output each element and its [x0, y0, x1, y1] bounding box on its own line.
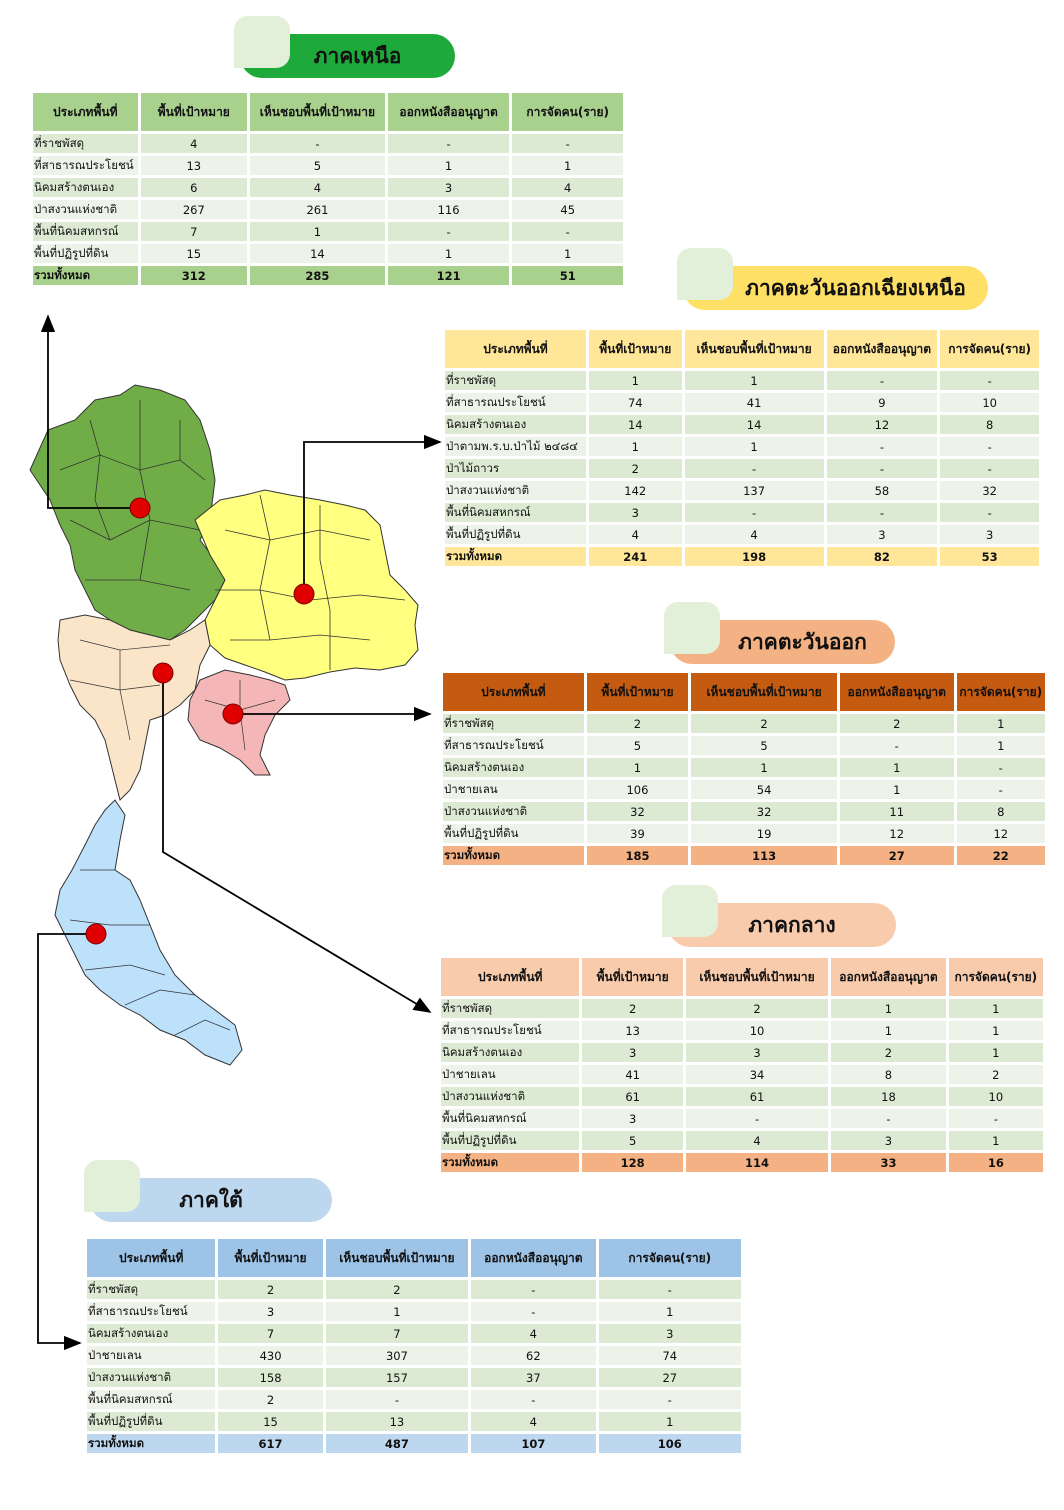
- total-value: 22: [957, 846, 1045, 865]
- table-row: [443, 714, 1045, 733]
- column-header: ประเภทพื้นที่: [445, 330, 586, 368]
- cell-value: 3: [589, 503, 682, 522]
- cell-value: 261: [250, 200, 385, 219]
- table-row: [445, 481, 1039, 500]
- table-row: [443, 780, 1045, 799]
- table-row: [87, 1390, 741, 1409]
- cell-value: 1: [599, 1412, 741, 1431]
- total-label: รวมทั้งหมด: [441, 1153, 579, 1172]
- table-row: [33, 134, 623, 153]
- row-label: ป่าสงวนแห่งชาติ: [441, 1087, 579, 1106]
- cell-value: 9: [827, 393, 938, 412]
- cell-value: -: [471, 1302, 595, 1321]
- title-northeast: ภาคตะวันออกเฉียงเหนือ: [745, 274, 966, 300]
- cell-value: 11: [840, 802, 954, 821]
- cell-value: -: [599, 1280, 741, 1299]
- table-row: [441, 1043, 1043, 1062]
- cell-value: 1: [957, 714, 1045, 733]
- row-label: ป่าไม้ถาวร: [445, 459, 586, 478]
- cell-value: 13: [582, 1021, 682, 1040]
- cell-value: 32: [587, 802, 689, 821]
- total-row: [441, 1153, 1043, 1172]
- cell-value: 3: [388, 178, 510, 197]
- total-value: 198: [685, 547, 824, 566]
- total-value: 51: [512, 266, 623, 285]
- cell-value: 157: [326, 1368, 468, 1387]
- cell-value: 14: [589, 415, 682, 434]
- banner-northeast: [683, 266, 988, 310]
- row-label: ที่สาธารณประโยชน์: [441, 1021, 579, 1040]
- cell-value: -: [685, 459, 824, 478]
- table-row: [87, 1302, 741, 1321]
- table-row: [443, 802, 1045, 821]
- table-row: [33, 222, 623, 241]
- total-value: 107: [471, 1434, 595, 1453]
- cell-value: 1: [685, 371, 824, 390]
- title-east: ภาคตะวันออก: [738, 628, 867, 654]
- row-label: ป่าสงวนแห่งชาติ: [33, 200, 138, 219]
- cell-value: 3: [218, 1302, 322, 1321]
- column-header: พื้นที่เป้าหมาย: [218, 1239, 322, 1277]
- cell-value: 74: [599, 1346, 741, 1365]
- row-label: นิคมสร้างตนเอง: [443, 758, 584, 777]
- cell-value: 106: [587, 780, 689, 799]
- cell-value: 14: [250, 244, 385, 263]
- cell-value: -: [940, 371, 1039, 390]
- total-value: 285: [250, 266, 385, 285]
- table-row: [445, 437, 1039, 456]
- cell-value: 15: [218, 1412, 322, 1431]
- cell-value: 2: [840, 714, 954, 733]
- cell-value: 8: [957, 802, 1045, 821]
- cell-value: 1: [599, 1302, 741, 1321]
- cell-value: -: [685, 503, 824, 522]
- cell-value: 2: [691, 714, 837, 733]
- marker-south: [86, 924, 106, 944]
- total-value: 312: [141, 266, 248, 285]
- row-label: ที่สาธารณประโยชน์: [445, 393, 586, 412]
- table-north: [30, 90, 626, 288]
- table-row: [33, 156, 623, 175]
- row-label: ที่ราชพัสดุ: [443, 714, 584, 733]
- total-value: 106: [599, 1434, 741, 1453]
- table-northeast: [442, 327, 1042, 569]
- column-header: ออกหนังสืออนุญาต: [827, 330, 938, 368]
- row-label: พื้นที่ปฏิรูปที่ดิน: [443, 824, 584, 843]
- total-label: รวมทั้งหมด: [445, 547, 586, 566]
- table-row: [441, 1087, 1043, 1106]
- table-row: [443, 824, 1045, 843]
- cell-value: 1: [840, 780, 954, 799]
- cell-value: 2: [686, 999, 828, 1018]
- cell-value: 1: [685, 437, 824, 456]
- cell-value: 4: [471, 1412, 595, 1431]
- total-value: 128: [582, 1153, 682, 1172]
- row-label: ป่าชายเลน: [443, 780, 584, 799]
- row-label: ป่าชายเลน: [87, 1346, 215, 1365]
- row-label: พื้นที่นิคมสหกรณ์: [441, 1109, 579, 1128]
- cell-value: -: [512, 222, 623, 241]
- cell-value: -: [512, 134, 623, 153]
- table-south: [84, 1236, 744, 1456]
- row-label: พื้นที่ปฏิรูปที่ดิน: [33, 244, 138, 263]
- row-label: ที่ราชพัสดุ: [33, 134, 138, 153]
- cell-value: 3: [582, 1043, 682, 1062]
- table-row: [33, 244, 623, 263]
- total-row: [443, 846, 1045, 865]
- table-header-row: [443, 673, 1045, 711]
- cell-value: 5: [587, 736, 689, 755]
- cell-value: 32: [691, 802, 837, 821]
- cell-value: 7: [141, 222, 248, 241]
- cell-value: 2: [218, 1390, 322, 1409]
- cell-value: 2: [589, 459, 682, 478]
- cell-value: 6: [141, 178, 248, 197]
- row-label: ป่าสงวนแห่งชาติ: [443, 802, 584, 821]
- table-row: [445, 415, 1039, 434]
- cell-value: 32: [940, 481, 1039, 500]
- cell-value: 158: [218, 1368, 322, 1387]
- total-row: [445, 547, 1039, 566]
- column-header: พื้นที่เป้าหมาย: [582, 958, 682, 996]
- cell-value: 1: [512, 156, 623, 175]
- row-label: นิคมสร้างตนเอง: [33, 178, 138, 197]
- column-header: การจัดคน(ราย): [940, 330, 1039, 368]
- cell-value: 1: [589, 371, 682, 390]
- title-south: ภาคใต้: [179, 1186, 243, 1212]
- total-value: 82: [827, 547, 938, 566]
- table-row: [441, 1131, 1043, 1150]
- cell-value: -: [471, 1390, 595, 1409]
- region-south-shape: [55, 800, 242, 1065]
- cell-value: -: [827, 503, 938, 522]
- table-header-row: [87, 1239, 741, 1277]
- cell-value: -: [949, 1109, 1043, 1128]
- column-header: เห็นชอบพื้นที่เป้าหมาย: [326, 1239, 468, 1277]
- column-header: พื้นที่เป้าหมาย: [589, 330, 682, 368]
- cell-value: -: [957, 780, 1045, 799]
- cell-value: 3: [686, 1043, 828, 1062]
- banner-north: [240, 34, 455, 78]
- row-label: ป่าสงวนแห่งชาติ: [87, 1368, 215, 1387]
- cell-value: -: [940, 459, 1039, 478]
- column-header: การจัดคน(ราย): [957, 673, 1045, 711]
- cell-value: 4: [686, 1131, 828, 1150]
- cell-value: 15: [141, 244, 248, 263]
- title-central: ภาคกลาง: [748, 911, 836, 937]
- cell-value: 1: [589, 437, 682, 456]
- row-label: ที่สาธารณประโยชน์: [33, 156, 138, 175]
- cell-value: 5: [250, 156, 385, 175]
- cell-value: 3: [831, 1131, 945, 1150]
- total-value: 113: [691, 846, 837, 865]
- column-header: พื้นที่เป้าหมาย: [141, 93, 248, 131]
- table-row: [87, 1324, 741, 1343]
- column-header: การจัดคน(ราย): [512, 93, 623, 131]
- table-row: [445, 371, 1039, 390]
- cell-value: 1: [831, 999, 945, 1018]
- cell-value: -: [250, 134, 385, 153]
- column-header: ประเภทพื้นที่: [443, 673, 584, 711]
- cell-value: 12: [957, 824, 1045, 843]
- cell-value: 1: [949, 1131, 1043, 1150]
- cell-value: 62: [471, 1346, 595, 1365]
- row-label: ป่าตามพ.ร.บ.ป่าไม้ ๒๔๘๔: [445, 437, 586, 456]
- column-header: เห็นชอบพื้นที่เป้าหมาย: [685, 330, 824, 368]
- row-label: ที่ราชพัสดุ: [441, 999, 579, 1018]
- cell-value: 307: [326, 1346, 468, 1365]
- row-label: ป่าชายเลน: [441, 1065, 579, 1084]
- table-row: [445, 525, 1039, 544]
- banner-south: [90, 1178, 332, 1222]
- cell-value: 1: [512, 244, 623, 263]
- table-row: [87, 1346, 741, 1365]
- cell-value: 2: [218, 1280, 322, 1299]
- total-value: 53: [940, 547, 1039, 566]
- cell-value: 7: [326, 1324, 468, 1343]
- cell-value: 2: [831, 1043, 945, 1062]
- cell-value: -: [388, 134, 510, 153]
- cell-value: 5: [582, 1131, 682, 1150]
- table-header-row: [33, 93, 623, 131]
- cell-value: 4: [589, 525, 682, 544]
- cell-value: 430: [218, 1346, 322, 1365]
- banner-central: [668, 903, 896, 947]
- table-row: [445, 459, 1039, 478]
- table-row: [445, 503, 1039, 522]
- cell-value: -: [388, 222, 510, 241]
- cell-value: 41: [685, 393, 824, 412]
- cell-value: 1: [840, 758, 954, 777]
- cell-value: 267: [141, 200, 248, 219]
- marker-north: [130, 498, 150, 518]
- cell-value: 37: [471, 1368, 595, 1387]
- table-row: [87, 1412, 741, 1431]
- cell-value: 1: [250, 222, 385, 241]
- cell-value: 54: [691, 780, 837, 799]
- total-value: 33: [831, 1153, 945, 1172]
- column-header: ออกหนังสืออนุญาต: [840, 673, 954, 711]
- total-row: [33, 266, 623, 285]
- title-north: ภาคเหนือ: [313, 42, 402, 68]
- table-row: [441, 999, 1043, 1018]
- table-row: [443, 736, 1045, 755]
- cell-value: -: [686, 1109, 828, 1128]
- table-row: [441, 1109, 1043, 1128]
- cell-value: 1: [957, 736, 1045, 755]
- cell-value: 58: [827, 481, 938, 500]
- table-row: [443, 758, 1045, 777]
- column-header: เห็นชอบพื้นที่เป้าหมาย: [686, 958, 828, 996]
- total-value: 121: [388, 266, 510, 285]
- column-header: ประเภทพื้นที่: [441, 958, 579, 996]
- table-row: [33, 200, 623, 219]
- cell-value: -: [940, 437, 1039, 456]
- table-row: [33, 178, 623, 197]
- cell-value: 3: [827, 525, 938, 544]
- cell-value: 41: [582, 1065, 682, 1084]
- cell-value: 4: [512, 178, 623, 197]
- cell-value: 27: [599, 1368, 741, 1387]
- cell-value: 1: [831, 1021, 945, 1040]
- row-label: นิคมสร้างตนเอง: [441, 1043, 579, 1062]
- cell-value: 61: [582, 1087, 682, 1106]
- table-row: [445, 393, 1039, 412]
- cell-value: 39: [587, 824, 689, 843]
- cell-value: 1: [587, 758, 689, 777]
- cell-value: 1: [949, 999, 1043, 1018]
- table-row: [441, 1021, 1043, 1040]
- cell-value: 14: [685, 415, 824, 434]
- cell-value: 1: [388, 156, 510, 175]
- column-header: การจัดคน(ราย): [949, 958, 1043, 996]
- column-header: ประเภทพื้นที่: [33, 93, 138, 131]
- marker-east: [223, 704, 243, 724]
- cell-value: 13: [141, 156, 248, 175]
- column-header: ออกหนังสืออนุญาต: [388, 93, 510, 131]
- column-header: เห็นชอบพื้นที่เป้าหมาย: [691, 673, 837, 711]
- cell-value: 1: [949, 1043, 1043, 1062]
- table-east: [440, 670, 1048, 868]
- cell-value: -: [827, 459, 938, 478]
- cell-value: 4: [141, 134, 248, 153]
- cell-value: 2: [949, 1065, 1043, 1084]
- region-central-shape: [58, 615, 210, 800]
- cell-value: 74: [589, 393, 682, 412]
- table-row: [441, 1065, 1043, 1084]
- cell-value: 4: [250, 178, 385, 197]
- total-value: 27: [840, 846, 954, 865]
- cell-value: 137: [685, 481, 824, 500]
- cell-value: 1: [691, 758, 837, 777]
- cell-value: 10: [940, 393, 1039, 412]
- cell-value: 13: [326, 1412, 468, 1431]
- cell-value: 4: [685, 525, 824, 544]
- cell-value: 8: [940, 415, 1039, 434]
- total-row: [87, 1434, 741, 1453]
- table-central: [438, 955, 1046, 1175]
- cell-value: 8: [831, 1065, 945, 1084]
- cell-value: 3: [599, 1324, 741, 1343]
- cell-value: 4: [471, 1324, 595, 1343]
- cell-value: 19: [691, 824, 837, 843]
- cell-value: -: [326, 1390, 468, 1409]
- cell-value: -: [957, 758, 1045, 777]
- row-label: ป่าสงวนแห่งชาติ: [445, 481, 586, 500]
- cell-value: 10: [686, 1021, 828, 1040]
- total-value: 16: [949, 1153, 1043, 1172]
- marker-northeast: [294, 584, 314, 604]
- cell-value: -: [471, 1280, 595, 1299]
- row-label: พื้นที่ปฏิรูปที่ดิน: [87, 1412, 215, 1431]
- table-row: [87, 1368, 741, 1387]
- row-label: พื้นที่ปฏิรูปที่ดิน: [441, 1131, 579, 1150]
- cell-value: 10: [949, 1087, 1043, 1106]
- cell-value: 1: [949, 1021, 1043, 1040]
- column-header: ออกหนังสืออนุญาต: [831, 958, 945, 996]
- marker-central: [153, 663, 173, 683]
- row-label: พื้นที่นิคมสหกรณ์: [33, 222, 138, 241]
- cell-value: 12: [840, 824, 954, 843]
- cell-value: -: [599, 1390, 741, 1409]
- row-label: พื้นที่ปฏิรูปที่ดิน: [445, 525, 586, 544]
- cell-value: -: [940, 503, 1039, 522]
- cell-value: 1: [388, 244, 510, 263]
- total-value: 241: [589, 547, 682, 566]
- cell-value: 3: [582, 1109, 682, 1128]
- total-value: 617: [218, 1434, 322, 1453]
- total-value: 185: [587, 846, 689, 865]
- table-header-row: [441, 958, 1043, 996]
- row-label: ที่สาธารณประโยชน์: [87, 1302, 215, 1321]
- cell-value: -: [840, 736, 954, 755]
- column-header: ออกหนังสืออนุญาต: [471, 1239, 595, 1277]
- cell-value: 2: [587, 714, 689, 733]
- banner-east: [670, 620, 895, 664]
- row-label: นิคมสร้างตนเอง: [87, 1324, 215, 1343]
- cell-value: 45: [512, 200, 623, 219]
- region-north-shape: [30, 385, 225, 640]
- total-label: รวมทั้งหมด: [33, 266, 138, 285]
- table-header-row: [445, 330, 1039, 368]
- row-label: พื้นที่นิคมสหกรณ์: [87, 1390, 215, 1409]
- cell-value: 18: [831, 1087, 945, 1106]
- cell-value: -: [827, 437, 938, 456]
- column-header: เห็นชอบพื้นที่เป้าหมาย: [250, 93, 385, 131]
- cell-value: 116: [388, 200, 510, 219]
- row-label: นิคมสร้างตนเอง: [445, 415, 586, 434]
- cell-value: -: [831, 1109, 945, 1128]
- column-header: การจัดคน(ราย): [599, 1239, 741, 1277]
- cell-value: 1: [326, 1302, 468, 1321]
- cell-value: 2: [326, 1280, 468, 1299]
- row-label: ที่สาธารณประโยชน์: [443, 736, 584, 755]
- row-label: ที่ราชพัสดุ: [445, 371, 586, 390]
- total-label: รวมทั้งหมด: [443, 846, 584, 865]
- cell-value: 12: [827, 415, 938, 434]
- cell-value: 5: [691, 736, 837, 755]
- row-label: พื้นที่นิคมสหกรณ์: [445, 503, 586, 522]
- total-value: 114: [686, 1153, 828, 1172]
- cell-value: 34: [686, 1065, 828, 1084]
- total-value: 487: [326, 1434, 468, 1453]
- total-label: รวมทั้งหมด: [87, 1434, 215, 1453]
- cell-value: 142: [589, 481, 682, 500]
- row-label: ที่ราชพัสดุ: [87, 1280, 215, 1299]
- cell-value: -: [827, 371, 938, 390]
- column-header: ประเภทพื้นที่: [87, 1239, 215, 1277]
- cell-value: 61: [686, 1087, 828, 1106]
- column-header: พื้นที่เป้าหมาย: [587, 673, 689, 711]
- cell-value: 3: [940, 525, 1039, 544]
- cell-value: 7: [218, 1324, 322, 1343]
- table-row: [87, 1280, 741, 1299]
- cell-value: 2: [582, 999, 682, 1018]
